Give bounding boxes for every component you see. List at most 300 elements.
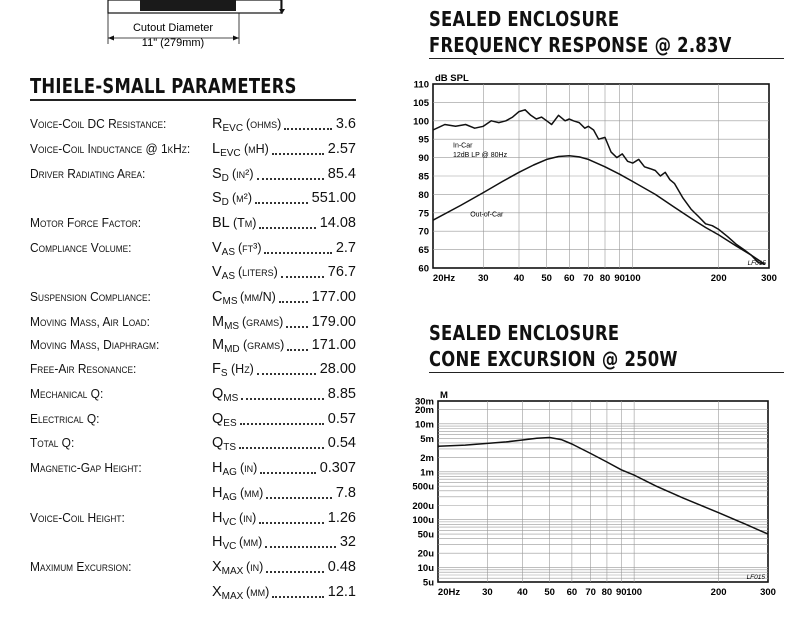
param-symbol-letter: S (212, 166, 222, 182)
param-symbol-letter: Q (212, 386, 224, 402)
param-name: Voice-Coil Height: (30, 510, 125, 525)
param-value: 179.00 (311, 314, 356, 330)
param-symbol-subscript: D (221, 173, 229, 184)
param-dot-leader (272, 596, 324, 598)
param-value: 0.48 (327, 559, 356, 575)
series-point (579, 122, 580, 123)
param-row (30, 116, 360, 136)
y-tick-label: 90 (418, 153, 429, 165)
param-unit: (ft³) (238, 241, 262, 255)
param-unit: (mm) (246, 585, 270, 599)
param-symbol-letter: H (212, 510, 223, 526)
param-symbol-subscript: VC (222, 517, 237, 528)
param-row (30, 190, 360, 210)
driver-cutout-drawing (0, 0, 380, 60)
param-unit: (mm) (240, 486, 264, 500)
param-symbol (212, 510, 236, 528)
cone-excursion-divider (429, 372, 784, 373)
param-symbol (212, 289, 237, 307)
x-tick-label: 80 (599, 273, 611, 284)
param-value: 14.08 (319, 215, 356, 231)
param-symbol-subscript: MS (222, 296, 238, 307)
series-point (705, 223, 706, 224)
param-symbol-subscript: AS (221, 247, 236, 258)
param-symbol-letter: C (212, 289, 223, 305)
param-symbol-letter: Q (212, 411, 224, 427)
param-symbol-letter: BL (212, 215, 230, 231)
x-tick-label: 20Hz (437, 587, 461, 598)
y-tick-label: 65 (418, 245, 429, 257)
param-symbol-subscript: MS (224, 321, 240, 332)
param-name: Suspension Compliance: (30, 289, 151, 304)
param-dot-leader (255, 202, 308, 204)
param-symbol-letter: X (212, 584, 222, 600)
x-tick-label: 30 (482, 587, 493, 598)
param-name: Moving Mass, Air Load: (30, 314, 150, 329)
param-symbol-letter: H (212, 534, 223, 550)
x-tick-label: 20Hz (432, 273, 456, 284)
series-point (506, 120, 507, 121)
param-symbol (212, 584, 243, 602)
x-tick-label: 300 (761, 273, 777, 284)
series-point (736, 246, 737, 247)
param-name: Driver Radiating Area: (30, 166, 146, 181)
param-row (30, 166, 360, 186)
series-point (522, 440, 523, 441)
param-symbol-letter: S (212, 190, 222, 206)
param-value: 3.6 (335, 116, 356, 132)
param-value: 7.8 (335, 485, 356, 501)
param-value: 177.00 (311, 289, 356, 305)
y-tick-label: 2m (420, 452, 434, 464)
series-point (546, 120, 547, 121)
x-tick-label: 90 (614, 273, 625, 284)
series-point (536, 438, 537, 439)
cone-excursion-title-line2: CONE EXCURSION @ 250W (429, 347, 678, 371)
series-point (655, 170, 656, 171)
series-point (691, 209, 692, 210)
series-point (751, 255, 752, 256)
y-tick-label: 20u (417, 548, 434, 560)
param-symbol-subscript: EVC (222, 123, 244, 134)
param-symbol-letter: F (212, 361, 221, 377)
y-tick-label: 70 (418, 226, 429, 238)
param-symbol (212, 361, 228, 379)
series-point (764, 264, 765, 265)
series-point (483, 192, 484, 193)
param-unit: (liters) (238, 265, 278, 279)
param-row (30, 215, 360, 235)
series-point (698, 216, 699, 217)
series-point (632, 181, 633, 182)
y-tick-label: 85 (418, 171, 429, 183)
series-point (558, 156, 559, 157)
series-point (650, 168, 651, 169)
x-tick-label: 40 (517, 587, 528, 598)
y-tick-label: 5u (422, 577, 434, 589)
series-point (621, 469, 622, 470)
cone-excursion-title (429, 320, 678, 372)
param-symbol-letter: H (212, 485, 223, 501)
y-axis-label: M (440, 390, 448, 401)
param-symbol (212, 314, 239, 332)
param-row (30, 240, 360, 260)
param-value: 0.307 (319, 460, 356, 476)
series-point (533, 165, 534, 166)
param-dot-leader (259, 227, 316, 229)
param-symbol (212, 215, 230, 233)
param-dot-leader (266, 571, 324, 573)
x-tick-label: 50 (544, 587, 555, 598)
param-symbol-subscript: MS (223, 393, 239, 404)
frequency-response-divider (429, 58, 784, 59)
param-unit: (mH) (244, 142, 269, 156)
series-point (683, 198, 684, 199)
param-symbol (212, 460, 237, 478)
param-unit: (ohms) (246, 117, 282, 131)
y-tick-label: 80 (418, 189, 429, 201)
param-unit: (Hz) (231, 362, 254, 376)
param-dot-leader (264, 252, 332, 254)
series-point (611, 152, 612, 153)
series-point (584, 128, 585, 129)
series-point (569, 119, 570, 120)
series-point (565, 120, 566, 121)
param-symbol-letter: X (212, 559, 222, 575)
param-symbol (212, 240, 235, 258)
series-point (622, 154, 623, 155)
x-tick-label: 70 (583, 273, 594, 284)
series-point (460, 205, 461, 206)
series-point (619, 174, 620, 175)
series-point (655, 194, 656, 195)
y-tick-label: 10m (414, 419, 434, 431)
param-symbol (212, 411, 237, 429)
series-point (512, 117, 513, 118)
y-tick-label: 75 (418, 208, 429, 220)
series-point (634, 475, 635, 476)
param-row (30, 314, 360, 334)
param-value: 551.00 (311, 190, 356, 206)
x-tick-label: 100 (626, 587, 643, 598)
series-point (605, 137, 606, 138)
series-point (638, 159, 639, 160)
x-tick-label: 50 (541, 273, 552, 284)
param-value: 8.85 (327, 386, 356, 402)
param-symbol-letter: V (212, 264, 222, 280)
param-value: 85.4 (327, 166, 356, 182)
series-point (607, 462, 608, 463)
annotation-out-of-car: Out-of-Car (470, 211, 504, 219)
param-dot-leader (286, 326, 308, 328)
x-tick-label: 200 (710, 587, 727, 598)
param-row (30, 559, 360, 579)
chart-id-label: LF015 (746, 574, 765, 581)
series-point (536, 119, 537, 120)
series-point (444, 124, 445, 125)
y-tick-label: 95 (418, 134, 429, 146)
param-symbol-letter: L (212, 141, 221, 157)
param-dot-leader (239, 447, 324, 449)
series-point (670, 179, 671, 180)
x-tick-label: 60 (566, 587, 578, 598)
param-row (30, 510, 360, 530)
x-tick-label: 200 (710, 273, 727, 284)
frequency-response-title-line1: SEALED ENCLOSURE (429, 7, 620, 31)
series-point (438, 446, 439, 447)
param-dot-leader (259, 522, 324, 524)
param-dot-leader (257, 373, 316, 375)
param-symbol-subscript: ES (223, 418, 237, 429)
series-point (736, 244, 737, 245)
param-value: 28.00 (319, 361, 356, 377)
frequency-response-chart (405, 70, 780, 290)
param-symbol (212, 559, 243, 577)
series-point (588, 159, 589, 160)
y-tick-label: 10u (417, 563, 434, 575)
param-symbol-subscript: VC (222, 541, 237, 552)
series-point (530, 115, 531, 116)
param-dot-leader (260, 472, 316, 474)
param-dot-leader (281, 276, 324, 278)
series-point (502, 181, 503, 182)
param-symbol (212, 485, 237, 503)
y-tick-label: 30m (414, 396, 434, 408)
param-symbol-letter: H (212, 460, 223, 476)
param-value: 1.26 (327, 510, 356, 526)
param-value: 171.00 (311, 337, 356, 353)
series-point (465, 445, 466, 446)
series-point (683, 498, 684, 499)
series-point (627, 161, 628, 162)
x-tick-label: 60 (564, 273, 575, 284)
param-dot-leader (265, 546, 336, 548)
cutout-label: Cutout Diameter (132, 22, 214, 34)
series-point (506, 442, 507, 443)
series-point (487, 443, 488, 444)
y-tick-label: 105 (413, 97, 429, 109)
param-value: 0.57 (327, 411, 356, 427)
param-row (30, 337, 360, 357)
param-unit: (in) (239, 511, 257, 525)
param-symbol-letter: R (212, 116, 223, 132)
param-row (30, 435, 360, 455)
param-value: 2.57 (327, 141, 356, 157)
series-point (718, 234, 719, 235)
series-point (632, 163, 633, 164)
param-name: Magnetic-Gap Height: (30, 460, 142, 475)
param-row (30, 386, 360, 406)
param-symbol (212, 141, 241, 159)
series-point (541, 117, 542, 118)
param-symbol-letter: M (212, 314, 225, 330)
param-symbol-subscript: S (220, 368, 228, 379)
series-point (674, 207, 675, 208)
y-tick-label: 1m (420, 467, 434, 479)
param-row (30, 534, 360, 554)
series-point (573, 120, 574, 121)
param-value: 32 (339, 534, 356, 550)
param-row (30, 584, 360, 604)
param-row (30, 141, 360, 161)
y-tick-label: 110 (413, 79, 429, 91)
param-row (30, 460, 360, 480)
frequency-response-title-line2: FREQUENCY RESPONSE @ 2.83V (429, 33, 732, 57)
series-point (465, 124, 466, 125)
series-point (598, 139, 599, 140)
series-point (433, 130, 434, 131)
param-value: 76.7 (327, 264, 356, 280)
param-name: Moving Mass, Diaphragm: (30, 337, 160, 352)
param-value: 2.7 (335, 240, 356, 256)
param-symbol-subscript: MD (224, 344, 240, 355)
param-unit: (in²) (232, 167, 254, 181)
param-symbol (212, 264, 235, 282)
series-point (491, 120, 492, 121)
param-dot-leader (272, 153, 324, 155)
frequency-response-title (429, 6, 732, 58)
param-symbol-subscript: TS (223, 442, 237, 453)
param-symbol (212, 190, 229, 208)
y-tick-label: 200u (412, 500, 434, 512)
series-point (660, 176, 661, 177)
param-row (30, 289, 360, 309)
series-point (718, 229, 719, 230)
param-dot-leader (266, 497, 332, 499)
y-axis-label: dB SPL (435, 73, 469, 84)
series-point (712, 225, 713, 226)
param-unit: (mm) (239, 535, 263, 549)
param-symbol-subscript: AS (221, 271, 236, 282)
param-value: 0.54 (327, 435, 356, 451)
param-name: Compliance Volume: (30, 240, 132, 255)
x-tick-label: 40 (513, 273, 525, 284)
x-tick-label: 80 (601, 587, 613, 598)
series-point (579, 156, 580, 157)
series-point (616, 157, 617, 158)
param-row (30, 485, 360, 505)
param-dot-leader (241, 398, 324, 400)
cone-excursion-chart (405, 385, 780, 600)
series-point (569, 155, 570, 156)
x-tick-label: 70 (585, 587, 596, 598)
param-unit: (m²) (232, 191, 252, 205)
series-point (674, 183, 675, 184)
x-tick-label: 90 (615, 587, 627, 598)
series-point (718, 512, 719, 513)
series-point (644, 166, 645, 167)
series-point (590, 453, 591, 454)
param-dot-leader (284, 128, 332, 130)
param-symbol-subscript: AG (222, 492, 237, 503)
param-unit: (Tm) (233, 216, 257, 230)
param-symbol-letter: Q (212, 435, 224, 451)
x-tick-label: 300 (760, 587, 776, 598)
param-name: Voice-Coil DC Resistance: (30, 116, 167, 131)
series-point (665, 172, 666, 173)
param-name: Mechanical Q: (30, 386, 104, 401)
series-point (455, 126, 456, 127)
series-point (745, 524, 746, 525)
cone-excursion-title-line1: SEALED ENCLOSURE (429, 321, 620, 345)
param-symbol (212, 166, 229, 184)
series-point (546, 159, 547, 160)
param-symbol-letter: V (212, 240, 222, 256)
param-name: Electrical Q: (30, 411, 100, 426)
series-point (549, 437, 550, 438)
param-row (30, 411, 360, 431)
param-symbol-subscript: EVC (220, 148, 241, 159)
param-unit: (grams) (242, 315, 284, 329)
param-dot-leader (257, 178, 324, 180)
param-name: Voice-Coil Inductance @ 1kHz: (30, 141, 191, 156)
y-tick-label: 50u (417, 529, 434, 541)
series-point (483, 126, 484, 127)
series-point (656, 486, 657, 487)
param-dot-leader (240, 423, 324, 425)
param-symbol (212, 435, 236, 453)
series-point (705, 227, 706, 228)
series-point (558, 115, 559, 116)
param-value: 12.1 (327, 584, 356, 600)
annotation-lowpass: 12dB LP @ 80Hz (453, 151, 508, 159)
param-name: Maximum Excursion: (30, 559, 132, 574)
series-point (691, 218, 692, 219)
param-unit: (in) (240, 461, 258, 475)
param-unit: (in) (246, 560, 264, 574)
thiele-small-title: THIELE-SMALL PARAMETERS (30, 74, 297, 98)
param-row (30, 361, 360, 381)
y-tick-label: 60 (418, 263, 429, 275)
y-tick-label: 100u (412, 515, 434, 527)
series-point (561, 439, 562, 440)
param-symbol-subscript: MAX (221, 591, 244, 602)
param-unit: (µm/N) (240, 290, 276, 304)
x-tick-label: 100 (624, 273, 641, 284)
param-symbol (212, 337, 240, 355)
thiele-small-divider (30, 99, 356, 101)
cutout-value: 11" (279mm) (141, 37, 205, 49)
param-row (30, 264, 360, 284)
param-name: Free-Air Resonance: (30, 361, 137, 376)
param-symbol-subscript: D (221, 197, 229, 208)
series-point (571, 444, 572, 445)
series-point (525, 109, 526, 110)
param-symbol (212, 386, 238, 404)
param-name: Motor Force Factor: (30, 215, 142, 230)
y-tick-label: 5m (420, 433, 434, 445)
series-point (519, 172, 520, 173)
series-point (588, 126, 589, 127)
chart-id-label: LF015 (747, 260, 766, 267)
series-point (498, 122, 499, 123)
series-point (474, 128, 475, 129)
param-symbol-subscript: MAX (221, 566, 244, 577)
annotation-in-car: In-Car (453, 142, 473, 150)
x-tick-label: 30 (478, 273, 489, 284)
series-point (605, 166, 606, 167)
param-dot-leader (287, 349, 308, 351)
series-point (551, 124, 552, 125)
y-tick-label: 20m (414, 404, 434, 416)
param-symbol (212, 534, 236, 552)
param-symbol-letter: M (212, 337, 225, 353)
param-name: Total Q: (30, 435, 75, 450)
series-point (758, 262, 759, 263)
y-tick-label: 500u (412, 481, 434, 493)
series-point (768, 534, 769, 535)
param-symbol-subscript: AG (222, 467, 237, 478)
